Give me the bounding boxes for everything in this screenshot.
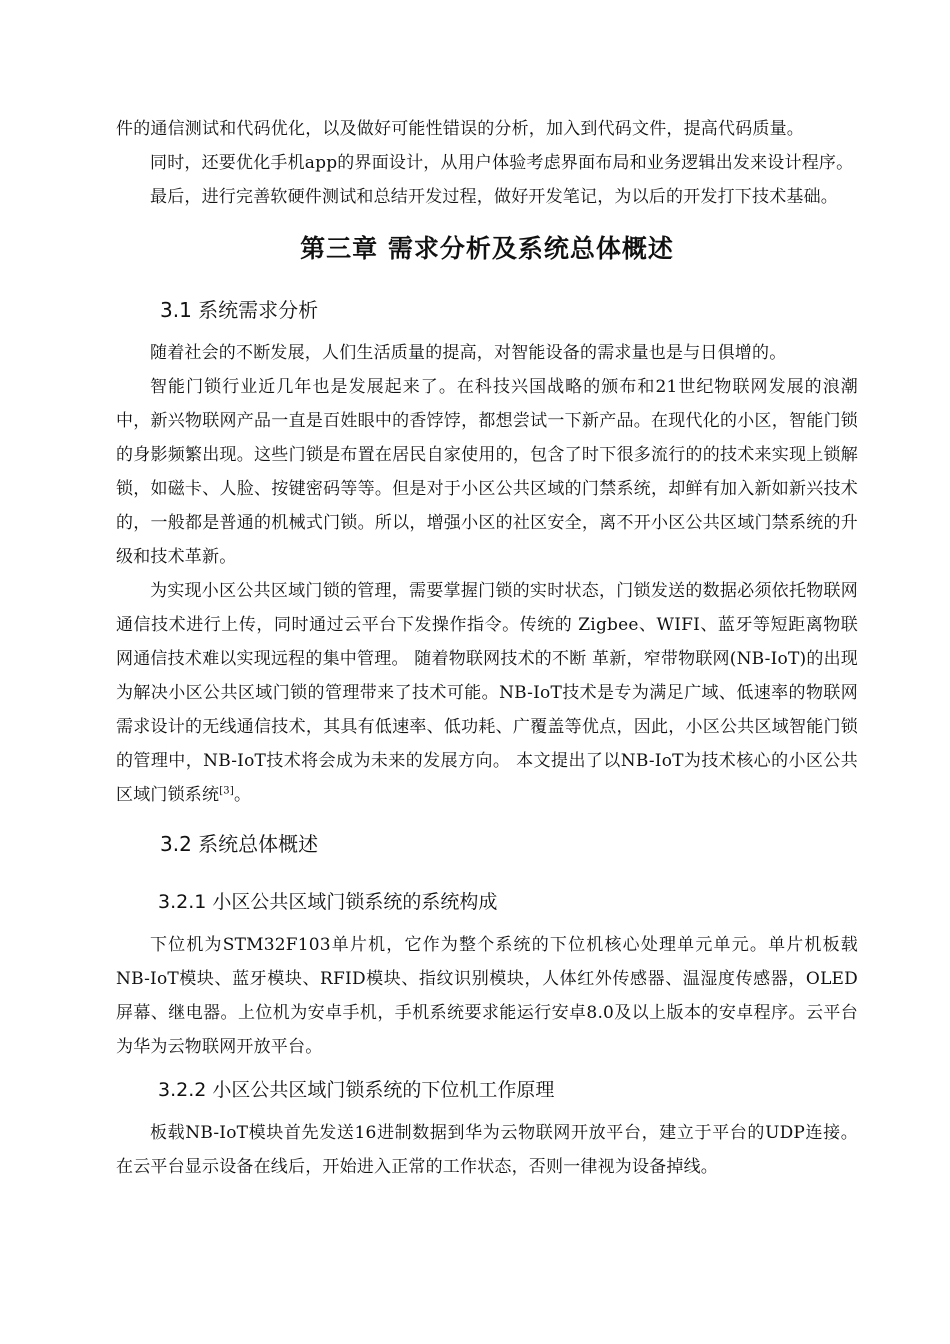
section-3-2-2-title: 3.2.2 小区公共区域门锁系统的下位机工作原理 xyxy=(158,1079,555,1101)
section-3-1-title: 3.1 系统需求分析 xyxy=(160,298,319,322)
paragraph-app-design: 同时，还要优化手机app的界面设计，从用户体验考虑界面布局和业务逻辑出发来设计程序。 xyxy=(150,153,854,173)
paragraph-system-composition: 下位机为STM32F103单片机，它作为整个系统的下位机核心处理单元单元。单片机板载NB-IoT模块、蓝牙模块、RFID模块、指纹识别模块，人体红外传感器、温湿度传感器，OLED屏幕、继电器。上位机为安卓手机，手机系统要求能运行安卓8.0及以上版本的安卓程序。云平台为华为云物联网开放平台。 xyxy=(116,935,858,1057)
paragraph-nb-iot-text: 为实现小区公共区域门锁的管理，需要掌握门锁的实时状态，门锁发送的数据必须依托物联网通信技术进行上传，同时通过云平台下发操作指令。传统的 Zigbee、WIFI、蓝牙等短距离物联网通信技术难以实现远程的集中管理。 随着物联网技术的不断 革新，窄带物联网(NB-IoT)的出现为解决小区公共区域门锁的管理带来了技术可能。NB-IoT技术是专为满足广域、低速率的物联网需求设计的无线通信技术，其具有低速率、低功耗、广覆盖等优点，因此，小区公共区域智能门锁的管理中，NB-IoT技术将会成为未来的发展方向。 本文提出了以NB-IoT为技术核心的小区公共区域门锁系统 xyxy=(116,581,858,805)
section-3-2-title: 3.2 系统总体概述 xyxy=(160,832,319,856)
chapter-title: 第三章 需求分析及系统总体概述 xyxy=(300,234,674,263)
page-content xyxy=(116,112,858,1184)
paragraph-working-principle: 板载NB-IoT模块首先发送16进制数据到华为云物联网开放平台，建立于平台的UDP连接。在云平台显示设备在线后，开始进入正常的工作状态，否则一律视为设备掉线。 xyxy=(116,1123,858,1177)
paragraph-finally: 最后，进行完善软硬件测试和总结开发过程，做好开发笔记，为以后的开发打下技术基础。 xyxy=(150,187,838,207)
paragraph-nb-iot-end: 。 xyxy=(233,785,252,805)
paragraph-continuation: 件的通信测试和代码优化，以及做好可能性错误的分析，加入到代码文件，提高代码质量。 xyxy=(116,119,804,139)
paragraph-nb-iot xyxy=(116,574,858,812)
section-3-2-1-title: 3.2.1 小区公共区域门锁系统的系统构成 xyxy=(158,891,498,913)
paragraph-society: 随着社会的不断发展，人们生活质量的提高，对智能设备的需求量也是与日俱增的。 xyxy=(150,343,787,363)
citation-ref: [3] xyxy=(219,785,234,797)
paragraph-smart-lock-industry: 智能门锁行业近几年也是发展起来了。在科技兴国战略的颁布和21世纪物联网发展的浪潮中，新兴物联网产品一直是百姓眼中的香饽饽，都想尝试一下新产品。在现代化的小区，智能门锁的身影频繁出现。这些门锁是布置在居民自家使用的，包含了时下很多流行的的技术来实现上锁解锁，如磁卡、人脸、按键密码等等。但是对于小区公共区域的门禁系统，却鲜有加入新如新兴技术的，一般都是普通的机械式门锁。所以，增强小区的社区安全，离不开小区公共区域门禁系统的升级和技术革新。 xyxy=(116,377,858,567)
